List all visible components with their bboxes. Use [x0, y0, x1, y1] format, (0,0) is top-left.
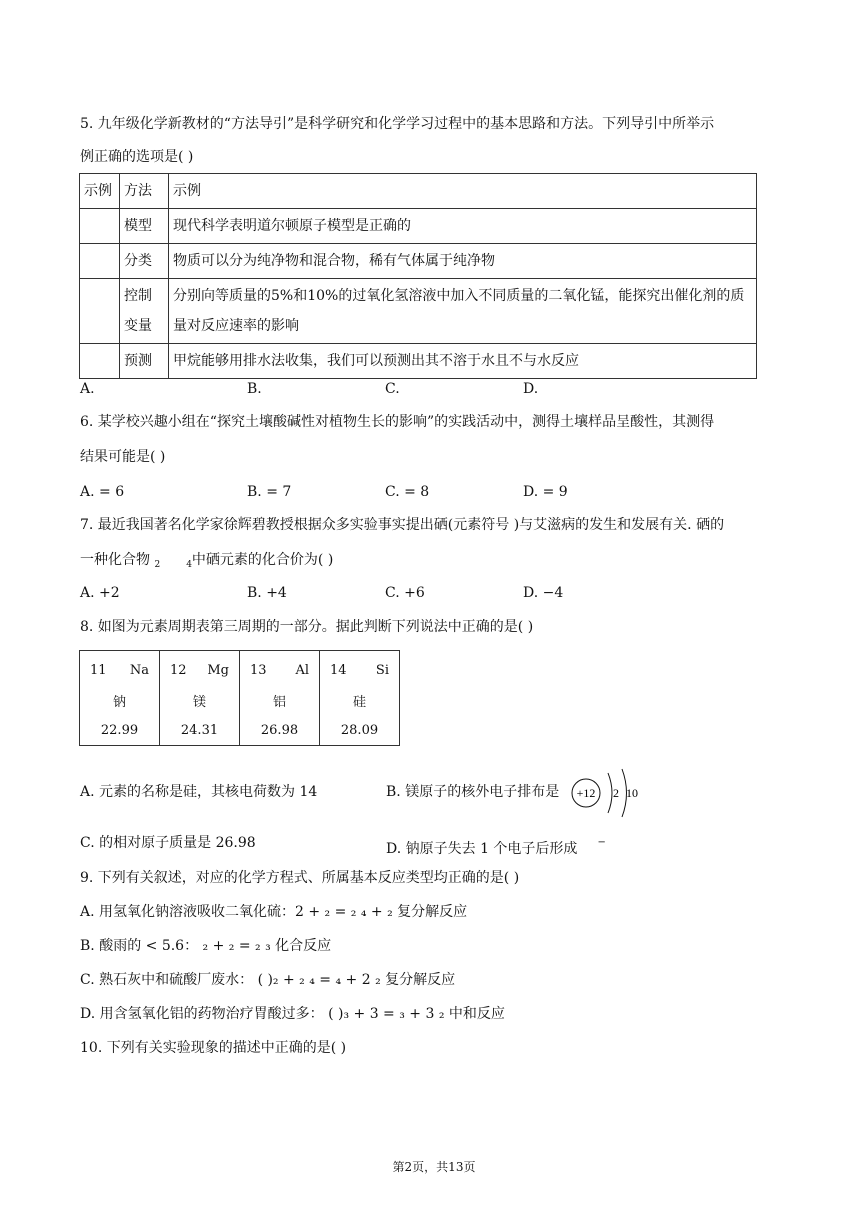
table-cell: [80, 344, 120, 379]
ion-charge-superscript: −: [597, 837, 606, 848]
atomic-number: 14: [330, 663, 347, 678]
element-cell-si: [320, 651, 400, 746]
q7-option-a[interactable]: A. +2: [80, 585, 120, 601]
table-row: [80, 244, 757, 279]
q8-option-d[interactable]: [386, 833, 606, 859]
q8-option-a[interactable]: A. 元素的名称是硅，其核电荷数为 14: [80, 784, 318, 800]
q5-option-a[interactable]: A.: [80, 381, 95, 397]
q9-option-b[interactable]: B. 酸雨的 < 5.6： ₂ + ₂ = ₂ ₃ 化合反应: [80, 938, 332, 954]
table-row: [80, 279, 757, 344]
element-symbol: Si: [375, 663, 389, 678]
q6-option-c[interactable]: C. = 8: [385, 484, 430, 500]
mg-atom-structure-diagram: [570, 765, 650, 821]
q9-option-c[interactable]: C. 熟石灰中和硫酸厂废水： ( )₂ + ₂ ₄ = ₄ + 2 ₂ 复分解反应: [80, 972, 456, 988]
q8-option-b[interactable]: B. 镁原子的核外电子排布是: [386, 784, 560, 800]
q6-stem-line1: 6. 某学校兴趣小组在“探究土壤酸碱性对植物生长的影响”的实践活动中，测得土壤样品呈酸性，其测得: [80, 414, 715, 430]
q9-option-a[interactable]: A. 用氢氧化钠溶液吸收二氧化硫：2 + ₂ = ₂ ₄ + ₂ 复分解反应: [80, 904, 468, 920]
element-symbol: Al: [295, 663, 309, 678]
q6-stem-line2: 结果可能是( ): [80, 449, 166, 465]
nucleus-charge: +12: [576, 786, 596, 800]
q8-option-d-text: D. 钠原子失去 1 个电子后形成: [386, 841, 578, 857]
q7-option-d[interactable]: D. −4: [523, 585, 564, 601]
q6-option-a[interactable]: A. = 6: [80, 484, 125, 500]
table-header-cell: 示例: [80, 174, 120, 209]
atomic-mass: 28.09: [340, 723, 379, 738]
q7-stem-part1: 一种化合物: [80, 552, 155, 568]
shell-electron-count: 10: [626, 786, 638, 800]
atomic-mass: 22.99: [100, 723, 139, 738]
table-cell: 甲烷能够用排水法收集，我们可以预测出其不溶于水且不与水反应: [169, 344, 757, 379]
table-cell: 分别向等质量的5%和10%的过氧化氢溶液中加入不同质量的二氧化锰，能探究出催化剂的质量对反应速率的影响: [169, 279, 757, 344]
periodic-table-fragment: [79, 650, 400, 746]
table-header-row: [80, 174, 757, 209]
atomic-number: 13: [250, 663, 267, 678]
subscript: 2: [154, 560, 161, 570]
table-header-cell: 方法: [120, 174, 169, 209]
table-cell: 预测: [120, 344, 169, 379]
table-cell: 分类: [120, 244, 169, 279]
table-cell: 现代科学表明道尔顿原子模型是正确的: [169, 209, 757, 244]
q8-stem: 8. 如图为元素周期表第三周期的一部分。据此判断下列说法中正确的是( ): [80, 619, 534, 635]
q5-table: [79, 173, 757, 379]
q9-stem: 9. 下列有关叙述，对应的化学方程式、所属基本反应类型均正确的是( ): [80, 870, 520, 886]
element-symbol: Na: [129, 663, 149, 678]
shell-electron-count: 2: [613, 786, 619, 800]
q7-option-c[interactable]: C. +6: [385, 585, 425, 601]
q10-stem: 10. 下列有关实验现象的描述中正确的是( ): [80, 1040, 347, 1056]
table-cell: [80, 279, 120, 344]
q8-option-c[interactable]: C. 的相对原子质量是 26.98: [80, 835, 256, 851]
element-cell-al: [240, 651, 320, 746]
atomic-mass: 24.31: [180, 723, 219, 738]
element-name: 钠: [112, 695, 126, 710]
q5-option-d[interactable]: D.: [523, 381, 539, 397]
table-row: [80, 344, 757, 379]
electron-shell-arc: [608, 773, 612, 813]
element-cell-na: [80, 651, 160, 746]
table-cell: [80, 244, 120, 279]
q7-option-b[interactable]: B. +4: [247, 585, 287, 601]
table-cell: 物质可以分为纯净物和混合物，稀有气体属于纯净物: [169, 244, 757, 279]
q5-option-b[interactable]: B.: [247, 381, 262, 397]
subscript: 4: [186, 560, 192, 570]
page-number-footer: 第2页，共13页: [392, 1160, 476, 1174]
element-symbol: Mg: [207, 663, 229, 678]
table-cell: 模型: [120, 209, 169, 244]
q9-option-d[interactable]: D. 用含氢氧化铝的药物治疗胃酸过多： ( )₃ + 3 = ₃ + 3 ₂ 中和反应: [80, 1006, 505, 1022]
atomic-mass: 26.98: [260, 723, 299, 738]
q5-option-c[interactable]: C.: [385, 381, 400, 397]
q7-stem-line1: 7. 最近我国著名化学家徐辉碧教授根据众多实验事实提出硒(元素符号 )与艾滋病的发生和发展有关. 硒的: [80, 517, 725, 533]
element-name: 镁: [192, 695, 206, 710]
q5-stem-line1: 5. 九年级化学新教材的“方法导引”是科学研究和化学学习过程中的基本思路和方法。下列导引中所举示: [80, 116, 715, 132]
table-row: [80, 209, 757, 244]
element-name: 硅: [352, 695, 366, 710]
element-name: 铝: [272, 695, 286, 710]
element-cell-mg: [160, 651, 240, 746]
q7-stem-part2: 中硒元素的化合价为( ): [191, 552, 334, 568]
q6-option-d[interactable]: D. = 9: [523, 484, 568, 500]
q7-stem-line2: [80, 550, 333, 575]
table-cell: [80, 209, 120, 244]
table-cell: 控制变量: [120, 279, 169, 344]
table-header-cell: 示例: [169, 174, 757, 209]
q5-stem-line2: 例正确的选项是( ): [80, 149, 194, 165]
atomic-number: 12: [170, 663, 187, 678]
atomic-number: 11: [90, 663, 107, 678]
q6-option-b[interactable]: B. = 7: [247, 484, 292, 500]
